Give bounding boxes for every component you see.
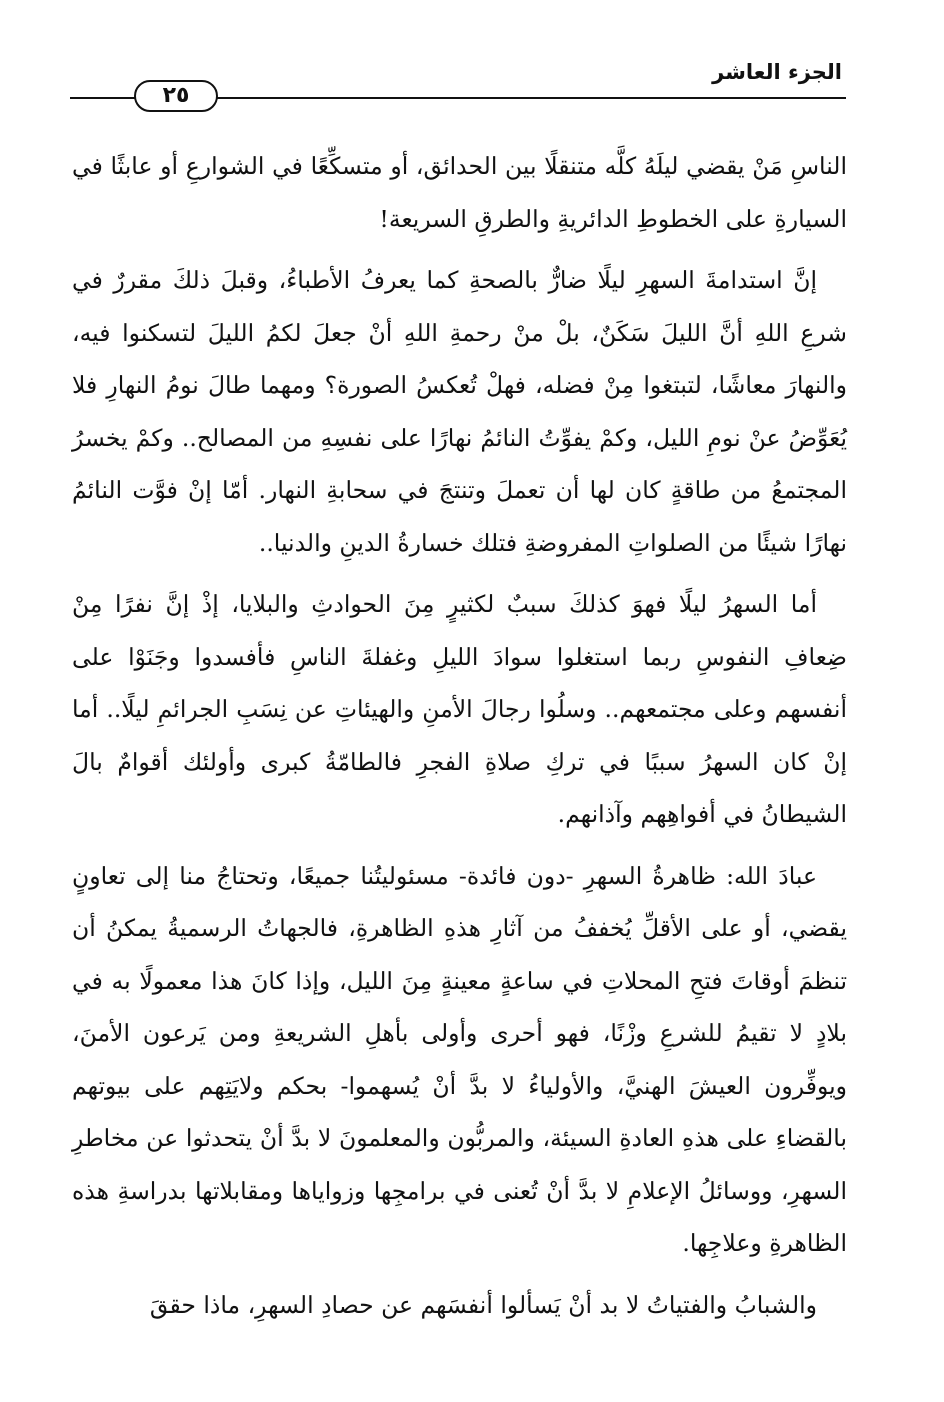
page-number-badge: [134, 80, 218, 112]
paragraph-3: أما السهرُ ليلًا فهوَ كذلكَ سببٌ لكثيرٍ مِنَ الحوادثِ والبلايا، إذْ إنَّ نفرًا مِنْ ضِعافِ النفوسِ ربما استغلوا سوادَ الليلِ وغفلةَ الناسِ فأفسدوا وجَنَوْا على أنفسهم وعلى مجتمعهم.. وسلُوا رجالَ الأمنِ والهيئاتِ عن نِسَبِ الجرائمِ ليلًا.. أما إنْ كان السهرُ سببًا في تركِ صلاةِ الفجرِ فالطامّةُ كبرى وأولئك أقوامٌ بالَ الشيطانُ في أفواهِهم وآذانهم.: [72, 590, 847, 828]
page-number: ٢٥: [162, 83, 190, 108]
paragraph-1: الناسِ مَنْ يقضي ليلَهُ كلَّه متنقلًا بين الحدائق، أو متسكِّعًا في الشوارعِ أو عابثًا في السيارةِ على الخطوطِ الدائريةِ والطرقِ السريعة!: [72, 152, 847, 233]
paragraph-4: عبادَ الله: ظاهرةُ السهرِ -دون فائدة- مسئوليتُنا جميعًا، وتحتاجُ منا إلى تعاونٍ يقضي، أو على الأقلِّ يُخففُ من آثارِ هذهِ الظاهرةِ، فالجهاتُ الرسميةُ يمكنُ أن تنظمَ أوقاتَ فتحِ المحلاتِ في ساعةٍ معينةٍ مِنَ الليل، وإذا كانَ هذا معمولًا به في بلادٍ لا تقيمُ للشرعِ وزْنًا، فهو أحرى وأولى بأهلِ الشريعةِ ومن يَرعون الأمنَ، ويوفِّرون العيشَ الهنيَّ، والأولياءُ لا بدَّ أنْ يُسهموا- بحكم ولايَتِهم على بيوتهم بالقضاءِ على هذهِ العادةِ السيئة، والمربُّون والمعلمونَ لا بدَّ أنْ يتحدثوا عن مخاطرِ السهرِ، ووسائلُ الإعلامِ لا بدَّ أنْ تُعنى في برامجِها وزواياها ومقابلاتها بدراسةِ هذه الظاهرةِ وعلاجِها.: [72, 861, 847, 1257]
body-text: [72, 140, 847, 1331]
book-part-title: الجزء العاشر: [712, 60, 842, 84]
paragraph-5: والشبابُ والفتياتُ لا بد أنْ يَسألوا أنفسَهم عن حصادِ السهرِ، ماذا حققَ: [149, 1290, 817, 1319]
paragraph-2: إنَّ استدامةَ السهرِ ليلًا ضارٌّ بالصحةِ كما يعرفُ الأطباءُ، وقبلَ ذلكَ مقررٌ في شرعِ اللهِ أنَّ الليلَ سَكَنٌ، بلْ منْ رحمةِ اللهِ أنْ جعلَ لكمُ الليلَ لتسكنوا فيه، والنهارَ معاشًا، لتبتغوا مِنْ فضله، فهلْ تُعكسُ الصورة؟ ومهما طالَ نومُ النهارِ فلا يُعَوِّضُ عنْ نومِ الليل، وكمْ يفوِّتُ النائمُ نهارًا على نفسِهِ من المصالح.. وكمْ يخسرُ المجتمعُ من طاقةٍ كان لها أن تعملَ وتنتجَ في سحابةِ النهار. أمّا إنْ فوَّت النائمُ نهارًا شيئًا من الصلواتِ المفروضةِ فتلك خسارةُ الدينِ والدنيا..: [72, 266, 847, 557]
page-header: [70, 58, 846, 138]
